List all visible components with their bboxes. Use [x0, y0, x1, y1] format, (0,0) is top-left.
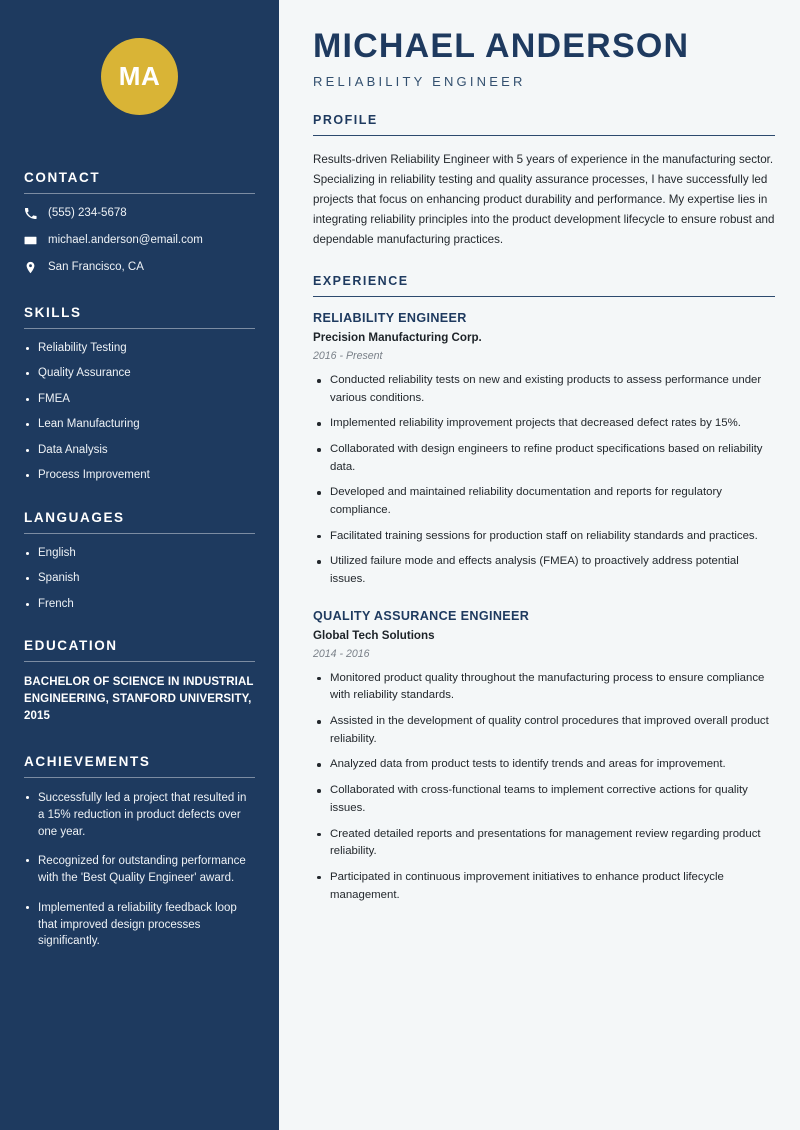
list-item: Analyzed data from product tests to identify trends and areas for improvement.: [313, 756, 775, 774]
list-item: Reliability Testing: [24, 341, 255, 357]
education-heading: EDUCATION: [24, 638, 118, 654]
experience-heading: EXPERIENCE: [313, 274, 409, 289]
contact-phone-value: (555) 234-5678: [48, 207, 127, 219]
contact-divider: [24, 193, 255, 194]
sidebar-section-education: [24, 638, 255, 724]
list-item: English: [24, 546, 255, 562]
contact-item-location[interactable]: [24, 260, 255, 275]
page-title: MICHAEL ANDERSON: [313, 27, 690, 65]
list-item: French: [24, 597, 255, 613]
phone-icon: [24, 207, 37, 220]
avatar: MA: [101, 38, 178, 115]
list-item: Data Analysis: [24, 443, 255, 459]
list-item: Utilized failure mode and effects analysis (FMEA) to proactively address potential issues.: [313, 553, 775, 588]
list-item: Monitored product quality throughout the manufacturing process to ensure compliance with reliability standards.: [313, 670, 775, 705]
list-item: Facilitated training sessions for production staff on reliability standards and practices.: [313, 528, 775, 546]
contact-list: [24, 206, 255, 275]
sidebar-section-contact: [24, 170, 255, 275]
list-item: Quality Assurance: [24, 366, 255, 382]
list-item: Recognized for outstanding performance with the 'Best Quality Engineer' award.: [24, 853, 255, 886]
profile-divider: [313, 135, 775, 136]
main-column: [284, 0, 800, 1130]
envelope-icon: [24, 234, 37, 247]
sidebar-section-achievements: [24, 754, 255, 949]
list-item: Participated in continuous improvement initiatives to enhance product lifecycle management.: [313, 869, 775, 904]
experience-role: RELIABILITY ENGINEER: [313, 311, 467, 326]
experience-bullets: [313, 670, 775, 904]
education-entry: BACHELOR OF SCIENCE IN INDUSTRIAL ENGINEERING, STANFORD UNIVERSITY, 2015: [24, 676, 254, 722]
experience-entry: [313, 311, 775, 589]
languages-list: [24, 546, 255, 613]
list-item: Collaborated with cross-functional teams to implement corrective actions for quality issues.: [313, 782, 775, 817]
list-item: Spanish: [24, 571, 255, 587]
languages-divider: [24, 533, 255, 534]
experience-dates: 2014 - 2016: [313, 647, 370, 660]
list-item: Developed and maintained reliability documentation and reports for regulatory compliance.: [313, 484, 775, 519]
section-profile: [313, 113, 775, 250]
experience-divider: [313, 296, 775, 297]
avatar-container: [24, 0, 255, 115]
experience-entry: [313, 609, 775, 904]
contact-item-email[interactable]: [24, 233, 255, 248]
sidebar-section-languages: [24, 510, 255, 613]
experience-bullets: [313, 372, 775, 589]
achievements-list: [24, 790, 255, 949]
achievements-divider: [24, 777, 255, 778]
list-item: FMEA: [24, 392, 255, 408]
achievements-heading: ACHIEVEMENTS: [24, 754, 151, 770]
list-item: Assisted in the development of quality control procedures that improved overall product reliability.: [313, 713, 775, 748]
skills-divider: [24, 328, 255, 329]
headline-job-title: RELIABILITY ENGINEER: [313, 74, 526, 90]
list-item: Collaborated with design engineers to refine product specifications based on reliability data.: [313, 441, 775, 476]
contact-email-value: michael.anderson@email.com: [48, 233, 203, 246]
experience-role: QUALITY ASSURANCE ENGINEER: [313, 608, 530, 623]
location-pin-icon: [24, 261, 37, 274]
experience-company: Global Tech Solutions: [313, 628, 435, 642]
experience-company: Precision Manufacturing Corp.: [313, 331, 482, 345]
contact-heading: CONTACT: [24, 170, 101, 185]
list-item: Conducted reliability tests on new and existing products to assess performance under various conditions.: [313, 372, 775, 407]
list-item: Process Improvement: [24, 468, 255, 484]
profile-heading: PROFILE: [313, 113, 378, 128]
profile-text: Results-driven Reliability Engineer with 5 years of experience in the manufacturing sector. Specializing in reliability testing and quality assurance processes, I have successfully led projects that focus on enhancing product durability and performance. My expertise lies in integrating reliability principles into the product development lifecycle to ensure robust and dependable manufacturing practices.: [313, 153, 775, 247]
list-item: Successfully led a project that resulted in a 15% reduction in product defects over one year.: [24, 790, 255, 840]
list-item: Implemented reliability improvement projects that decreased defect rates by 15%.: [313, 415, 775, 433]
skills-heading: SKILLS: [24, 304, 82, 320]
experience-dates: 2016 - Present: [313, 350, 383, 363]
section-experience: [313, 274, 775, 904]
skills-list: [24, 341, 255, 484]
education-divider: [24, 661, 255, 662]
languages-heading: LANGUAGES: [24, 509, 125, 525]
sidebar-section-skills: [24, 305, 255, 484]
list-item: Implemented a reliability feedback loop that improved design processes significantly.: [24, 900, 255, 950]
contact-location-value: San Francisco, CA: [48, 260, 144, 273]
sidebar: [0, 0, 279, 1130]
list-item: Created detailed reports and presentations for management review regarding product reliability.: [313, 826, 775, 861]
list-item: Lean Manufacturing: [24, 417, 255, 433]
contact-item-phone[interactable]: [24, 206, 255, 221]
